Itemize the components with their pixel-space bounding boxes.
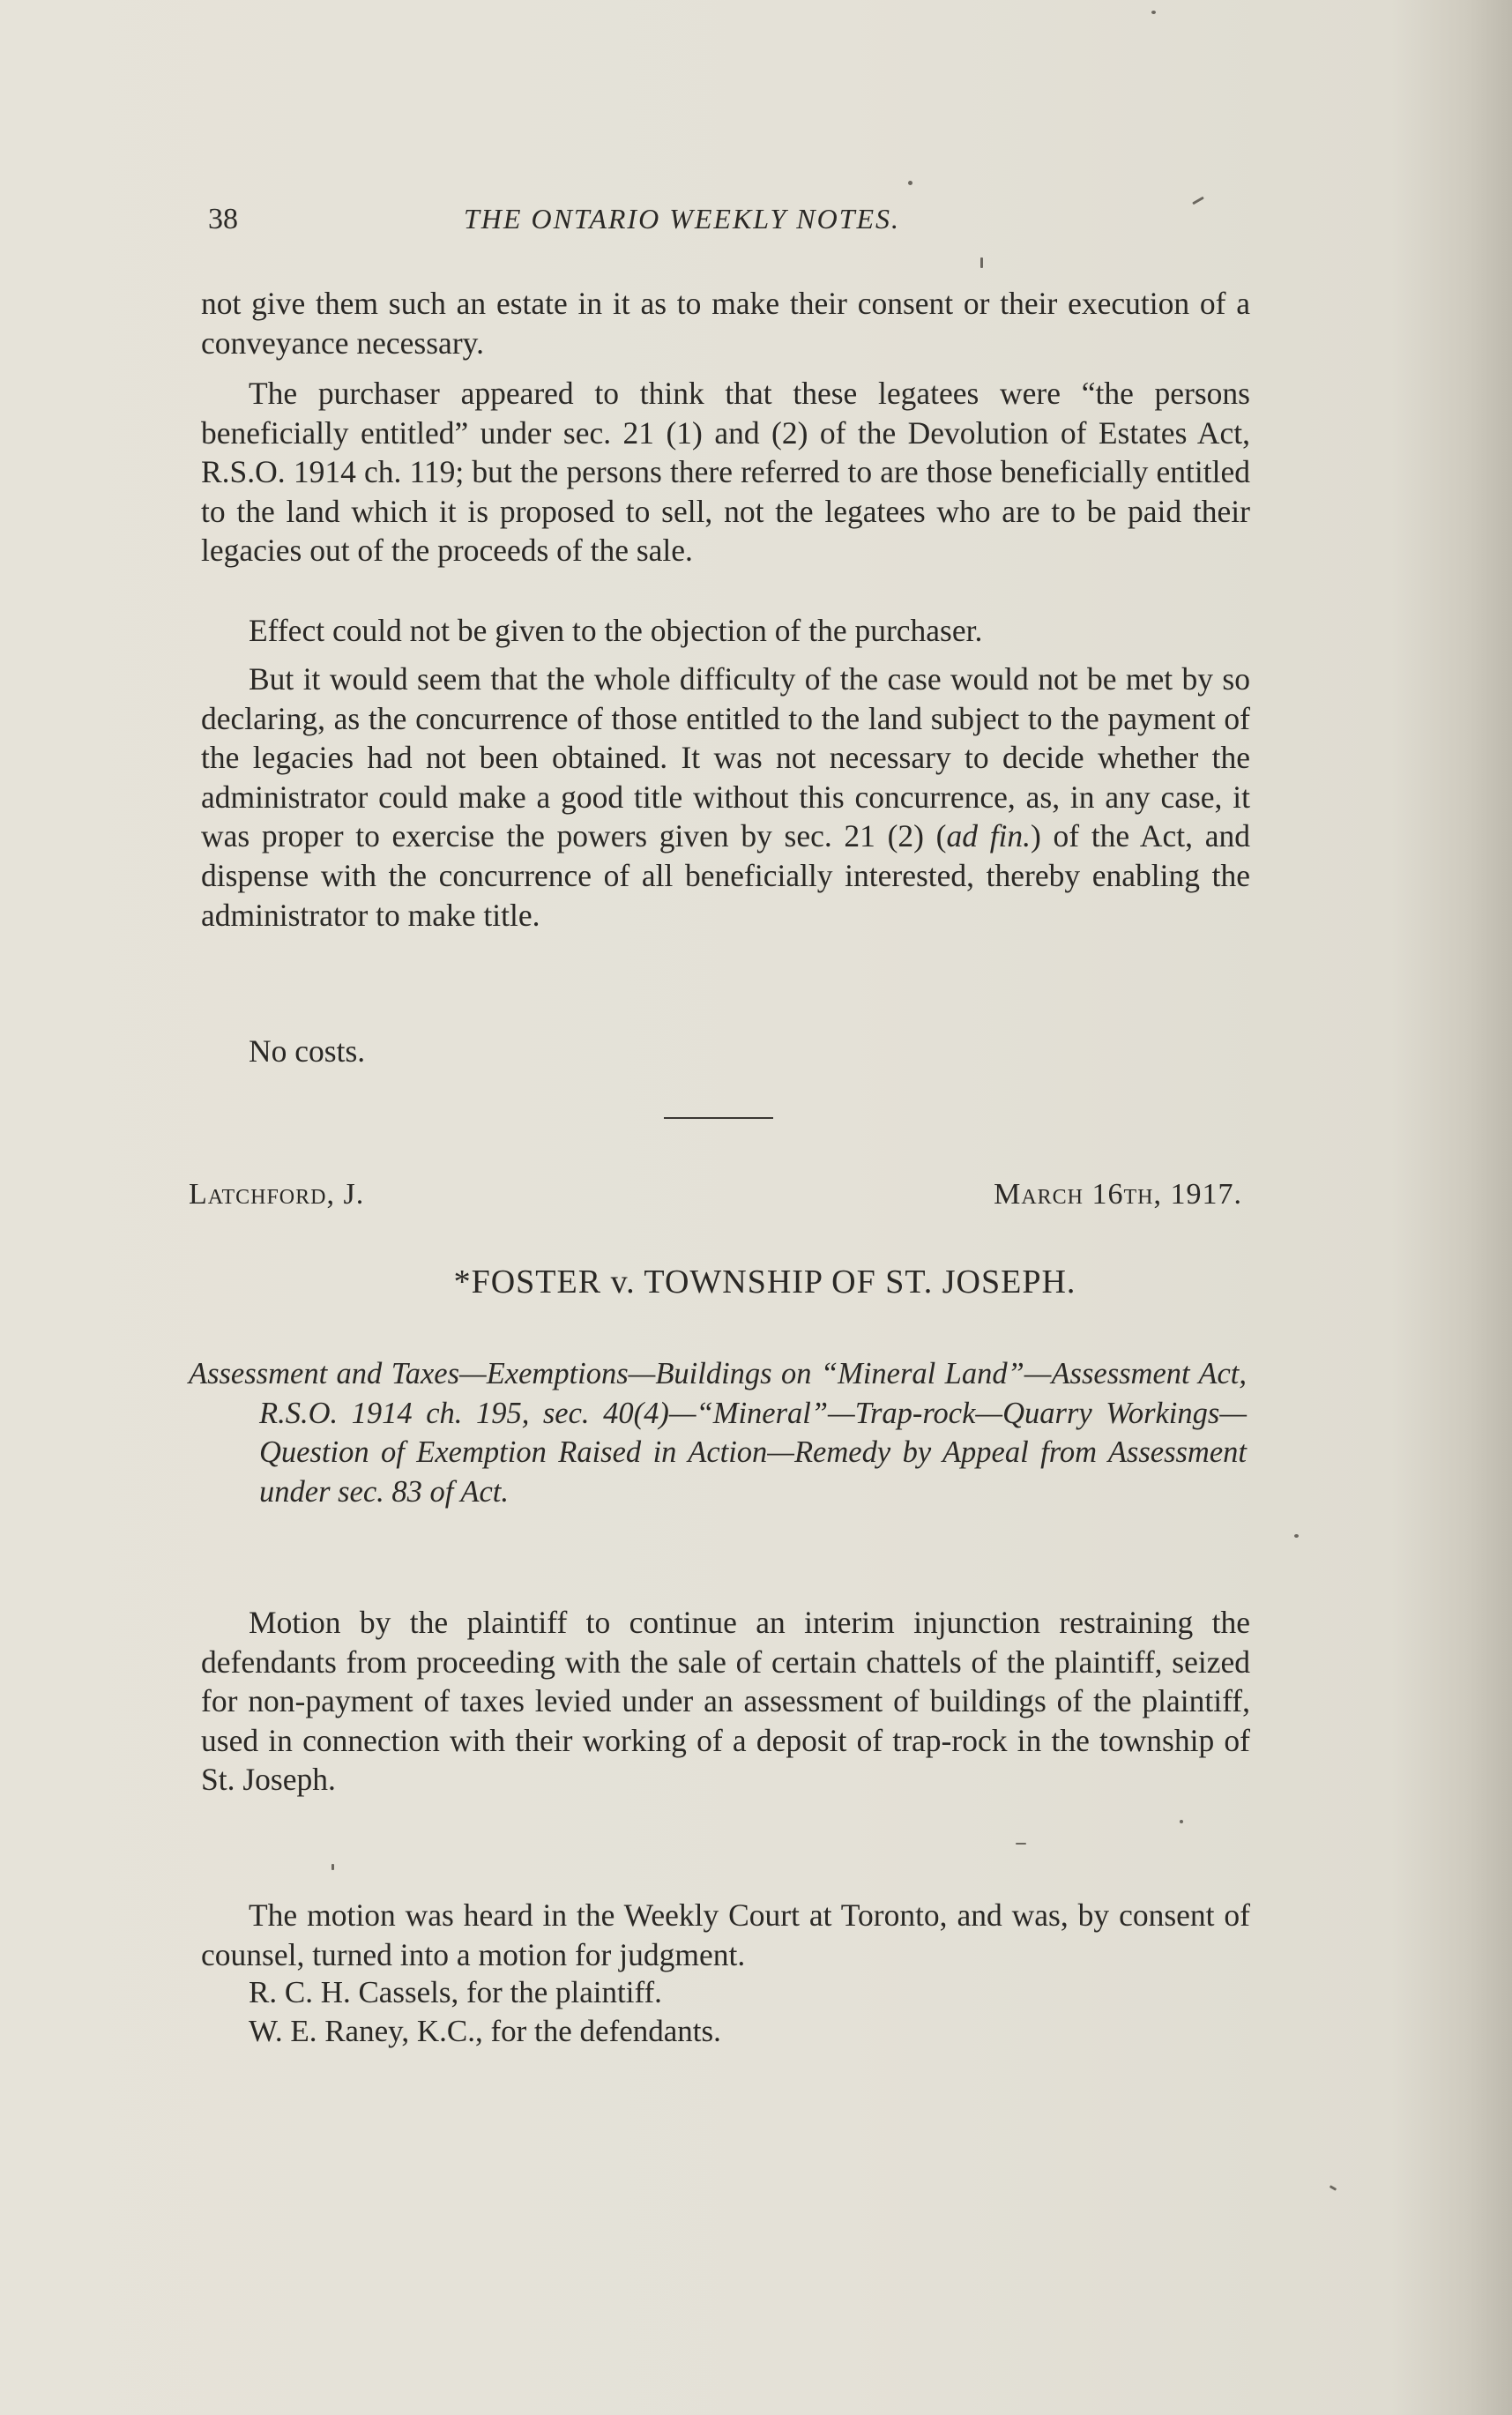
paragraph-text: not give them such an estate in it as to make their consent or their execution of a conveyance necessary. — [201, 286, 1250, 361]
running-head — [208, 203, 1248, 245]
paragraph-text-part: ) of the Act, and dispense with the concurrence of all beneficially interested, thereby enabling the administrator to make title. — [201, 818, 1250, 933]
paper-speck — [1180, 1820, 1183, 1823]
paper-speck — [331, 1864, 334, 1870]
paragraph-difficulty — [201, 660, 1250, 935]
paragraph-text-part: But it would seem that the whole difficulty of the case would not be met by so declaring, as the concurrence of those entitled to the land subject to the payment of the legacies had not been obtained. It was not necessary to decide whether the administrator could make a good title without this concurrence, as, in any case, it was proper to exercise the powers given by sec. 21 (2) ( — [201, 661, 1250, 854]
paper-speck — [1016, 1843, 1026, 1845]
headnote-text: Assessment and Taxes—Exemptions—Buildings on “Mineral Land”—Assessment Act, R.S.O. 1914 ch. 195, sec. 40(4)—“Mineral”—Trap-rock—Quarry Workings—Question of Exemption Raised in Action—Remedy by Appeal from Assessment under sec. 83 of Act. — [189, 1357, 1247, 1509]
paper-speck — [980, 257, 983, 268]
paragraph-text: No costs. — [249, 1033, 366, 1069]
counsel-defendants: W. E. Raney, K.C., for the defendants. — [249, 2014, 721, 2048]
paragraph-text: The purchaser appeared to think that these legatees were “the persons beneficially entitled” under sec. 21 (1) and (2) of the Devolution of Estates Act, R.S.O. 1914 ch. 119; but the persons there referred to are those beneficially entitled to the land which it is proposed to sell, not the legatees who are to be paid their legacies out of the proceeds of the sale. — [201, 376, 1250, 569]
section-divider — [664, 1117, 773, 1119]
counsel-plaintiff: R. C. H. Cassels, for the plaintiff. — [249, 1975, 662, 2009]
paper-speck — [1294, 1534, 1299, 1538]
latin-phrase: ad fin. — [946, 818, 1032, 854]
paragraph-continued — [201, 284, 1250, 362]
journal-title: THE ONTARIO WEEKLY NOTES. — [464, 203, 901, 235]
paragraph-effect — [201, 611, 1250, 651]
paragraph-text — [201, 660, 1250, 935]
paragraph-costs — [201, 1032, 1250, 1071]
paragraph-purchaser — [201, 374, 1250, 570]
paper-speck — [908, 181, 912, 185]
headnote — [189, 1354, 1247, 1511]
decision-date: March 16th, 1917. — [994, 1178, 1242, 1211]
judge-name: Latchford, J. — [189, 1178, 365, 1211]
paragraph-text: Motion by the plaintiff to continue an interim injunction restraining the defendants from proceeding with the sale of certain chattels of the plaintiff, seized for non-payment of taxes levied under an assessment of buildings of the plaintiff, used in connection with their working of a deposit of trap-rock in the township of St. Joseph. — [201, 1605, 1250, 1798]
page-spine-shadow — [1478, 0, 1512, 2415]
page-number: 38 — [208, 203, 238, 235]
paper-speck — [1330, 2185, 1337, 2191]
paragraph-motion — [201, 1603, 1250, 1800]
case-title: *FOSTER v. TOWNSHIP OF ST. JOSEPH. — [453, 1263, 1076, 1301]
paragraph-text: Effect could not be given to the objection of the purchaser. — [249, 613, 983, 648]
paragraph-heard — [201, 1896, 1250, 1974]
paper-speck — [1151, 11, 1156, 14]
paragraph-text: The motion was heard in the Weekly Court at Toronto, and was, by consent of counsel, turned into a motion for judgment. — [201, 1897, 1250, 1972]
